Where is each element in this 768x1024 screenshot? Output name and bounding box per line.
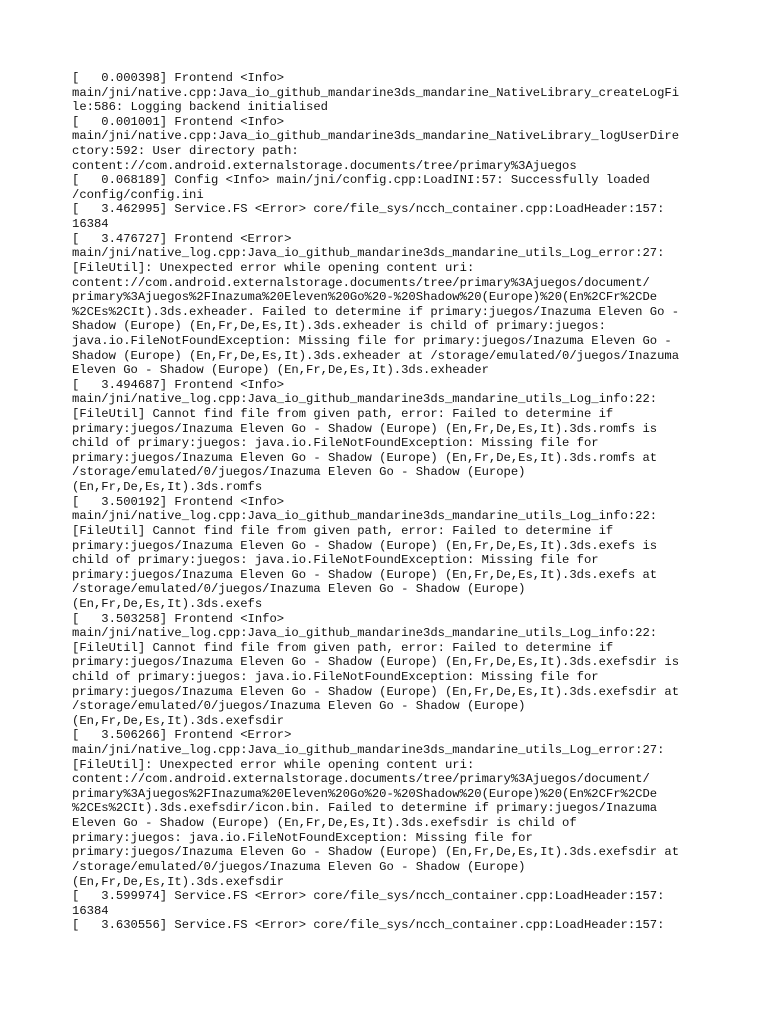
- log-line: /storage/emulated/0/juegos/Inazuma Eleven Go - Shadow (Europe): [72, 582, 526, 597]
- log-line: primary:juegos/Inazuma Eleven Go - Shadow (Europe) (En,Fr,De,Es,It).3ds.exefs at: [72, 567, 658, 582]
- log-line: child of primary:juegos: java.io.FileNotFoundException: Missing file for: [72, 436, 599, 451]
- log-line: primary:juegos/Inazuma Eleven Go - Shadow (Europe) (En,Fr,De,Es,It).3ds.exefs is: [72, 538, 658, 553]
- log-output: [72, 71, 712, 933]
- log-line: (En,Fr,De,Es,It).3ds.exefsdir: [72, 874, 285, 889]
- log-line: 16384: [72, 903, 109, 918]
- log-line: %2CEs%2CIt).3ds.exefsdir/icon.bin. Failed to determine if primary:juegos/Inazuma: [72, 801, 658, 816]
- log-line: /config/config.ini: [72, 187, 204, 202]
- log-line: content://com.android.externalstorage.documents/tree/primary%3Ajuegos/document/: [72, 275, 650, 290]
- log-line: (En,Fr,De,Es,It).3ds.romfs: [72, 480, 263, 495]
- log-line: /storage/emulated/0/juegos/Inazuma Eleven Go - Shadow (Europe): [72, 859, 526, 874]
- log-line: primary:juegos/Inazuma Eleven Go - Shadow (Europe) (En,Fr,De,Es,It).3ds.exefsdir is: [72, 655, 680, 670]
- log-line: 16384: [72, 217, 109, 232]
- log-line: Shadow (Europe) (En,Fr,De,Es,It).3ds.exheader is child of primary:juegos:: [72, 319, 606, 334]
- log-line: [ 0.000398] Frontend <Info>: [72, 71, 285, 85]
- log-line: content://com.android.externalstorage.documents/tree/primary%3Ajuegos: [72, 158, 577, 173]
- log-line: java.io.FileNotFoundException: Missing file for primary:juegos/Inazuma Eleven Go -: [72, 333, 672, 348]
- log-line: [FileUtil] Cannot find file from given path, error: Failed to determine if: [72, 407, 614, 422]
- log-line: primary:juegos: java.io.FileNotFoundException: Missing file for: [72, 830, 533, 845]
- log-line: [ 3.500192] Frontend <Info>: [72, 494, 285, 509]
- log-line: [FileUtil] Cannot find file from given path, error: Failed to determine if: [72, 523, 614, 538]
- log-line: (En,Fr,De,Es,It).3ds.exefsdir: [72, 713, 285, 728]
- log-line: [ 0.001001] Frontend <Info>: [72, 114, 285, 129]
- log-line: child of primary:juegos: java.io.FileNotFoundException: Missing file for: [72, 553, 599, 568]
- log-line: primary%3Ajuegos%2FInazuma%20Eleven%20Go%20-%20Shadow%20(Europe)%20(En%2CFr%2CDe: [72, 786, 658, 801]
- log-line: [ 3.503258] Frontend <Info>: [72, 611, 285, 626]
- log-line: [ 3.462995] Service.FS <Error> core/file_sys/ncch_container.cpp:LoadHeader:157:: [72, 202, 665, 217]
- log-line: main/jni/native.cpp:Java_io_github_mandarine3ds_mandarine_NativeLibrary_logUserDire: [72, 129, 680, 144]
- log-line: Eleven Go - Shadow (Europe) (En,Fr,De,Es,It).3ds.exefsdir is child of: [72, 816, 577, 831]
- log-line: content://com.android.externalstorage.documents/tree/primary%3Ajuegos/document/: [72, 772, 650, 787]
- log-line: main/jni/native_log.cpp:Java_io_github_mandarine3ds_mandarine_utils_Log_error:27:: [72, 246, 665, 261]
- log-line: ctory:592: User directory path:: [72, 144, 299, 159]
- log-line: [ 3.630556] Service.FS <Error> core/file_sys/ncch_container.cpp:LoadHeader:157:: [72, 918, 665, 933]
- log-line: Shadow (Europe) (En,Fr,De,Es,It).3ds.exheader at /storage/emulated/0/juegos/Inazuma: [72, 348, 680, 363]
- log-line: (En,Fr,De,Es,It).3ds.exefs: [72, 596, 263, 611]
- log-line: [FileUtil]: Unexpected error while opening content uri:: [72, 757, 475, 772]
- log-line: [ 3.494687] Frontend <Info>: [72, 377, 285, 392]
- log-line: primary%3Ajuegos%2FInazuma%20Eleven%20Go%20-%20Shadow%20(Europe)%20(En%2CFr%2CDe: [72, 290, 658, 305]
- log-line: [FileUtil]: Unexpected error while opening content uri:: [72, 260, 475, 275]
- log-line: [ 3.599974] Service.FS <Error> core/file_sys/ncch_container.cpp:LoadHeader:157:: [72, 889, 665, 904]
- log-line: primary:juegos/Inazuma Eleven Go - Shadow (Europe) (En,Fr,De,Es,It).3ds.exefsdir at: [72, 845, 680, 860]
- log-line: %2CEs%2CIt).3ds.exheader. Failed to determine if primary:juegos/Inazuma Eleven Go -: [72, 304, 680, 319]
- log-line: [FileUtil] Cannot find file from given path, error: Failed to determine if: [72, 640, 614, 655]
- log-line: main/jni/native_log.cpp:Java_io_github_mandarine3ds_mandarine_utils_Log_info:22:: [72, 392, 658, 407]
- log-line: child of primary:juegos: java.io.FileNotFoundException: Missing file for: [72, 669, 599, 684]
- log-line: [ 0.068189] Config <Info> main/jni/config.cpp:LoadINI:57: Successfully loaded: [72, 173, 650, 188]
- log-line: primary:juegos/Inazuma Eleven Go - Shadow (Europe) (En,Fr,De,Es,It).3ds.romfs is: [72, 421, 658, 436]
- log-line: Eleven Go - Shadow (Europe) (En,Fr,De,Es,It).3ds.exheader: [72, 363, 489, 378]
- log-line: le:586: Logging backend initialised: [72, 100, 328, 115]
- log-line: [ 3.476727] Frontend <Error>: [72, 231, 292, 246]
- log-line: main/jni/native.cpp:Java_io_github_mandarine3ds_mandarine_NativeLibrary_createLogFi: [72, 85, 680, 100]
- log-line: primary:juegos/Inazuma Eleven Go - Shadow (Europe) (En,Fr,De,Es,It).3ds.exefsdir at: [72, 684, 680, 699]
- log-line: main/jni/native_log.cpp:Java_io_github_mandarine3ds_mandarine_utils_Log_info:22:: [72, 626, 658, 641]
- log-line: main/jni/native_log.cpp:Java_io_github_mandarine3ds_mandarine_utils_Log_error:27:: [72, 743, 665, 758]
- log-line: /storage/emulated/0/juegos/Inazuma Eleven Go - Shadow (Europe): [72, 465, 526, 480]
- log-line: main/jni/native_log.cpp:Java_io_github_mandarine3ds_mandarine_utils_Log_info:22:: [72, 509, 658, 524]
- log-line: primary:juegos/Inazuma Eleven Go - Shadow (Europe) (En,Fr,De,Es,It).3ds.romfs at: [72, 450, 658, 465]
- log-line: /storage/emulated/0/juegos/Inazuma Eleven Go - Shadow (Europe): [72, 699, 526, 714]
- log-line: [ 3.506266] Frontend <Error>: [72, 728, 292, 743]
